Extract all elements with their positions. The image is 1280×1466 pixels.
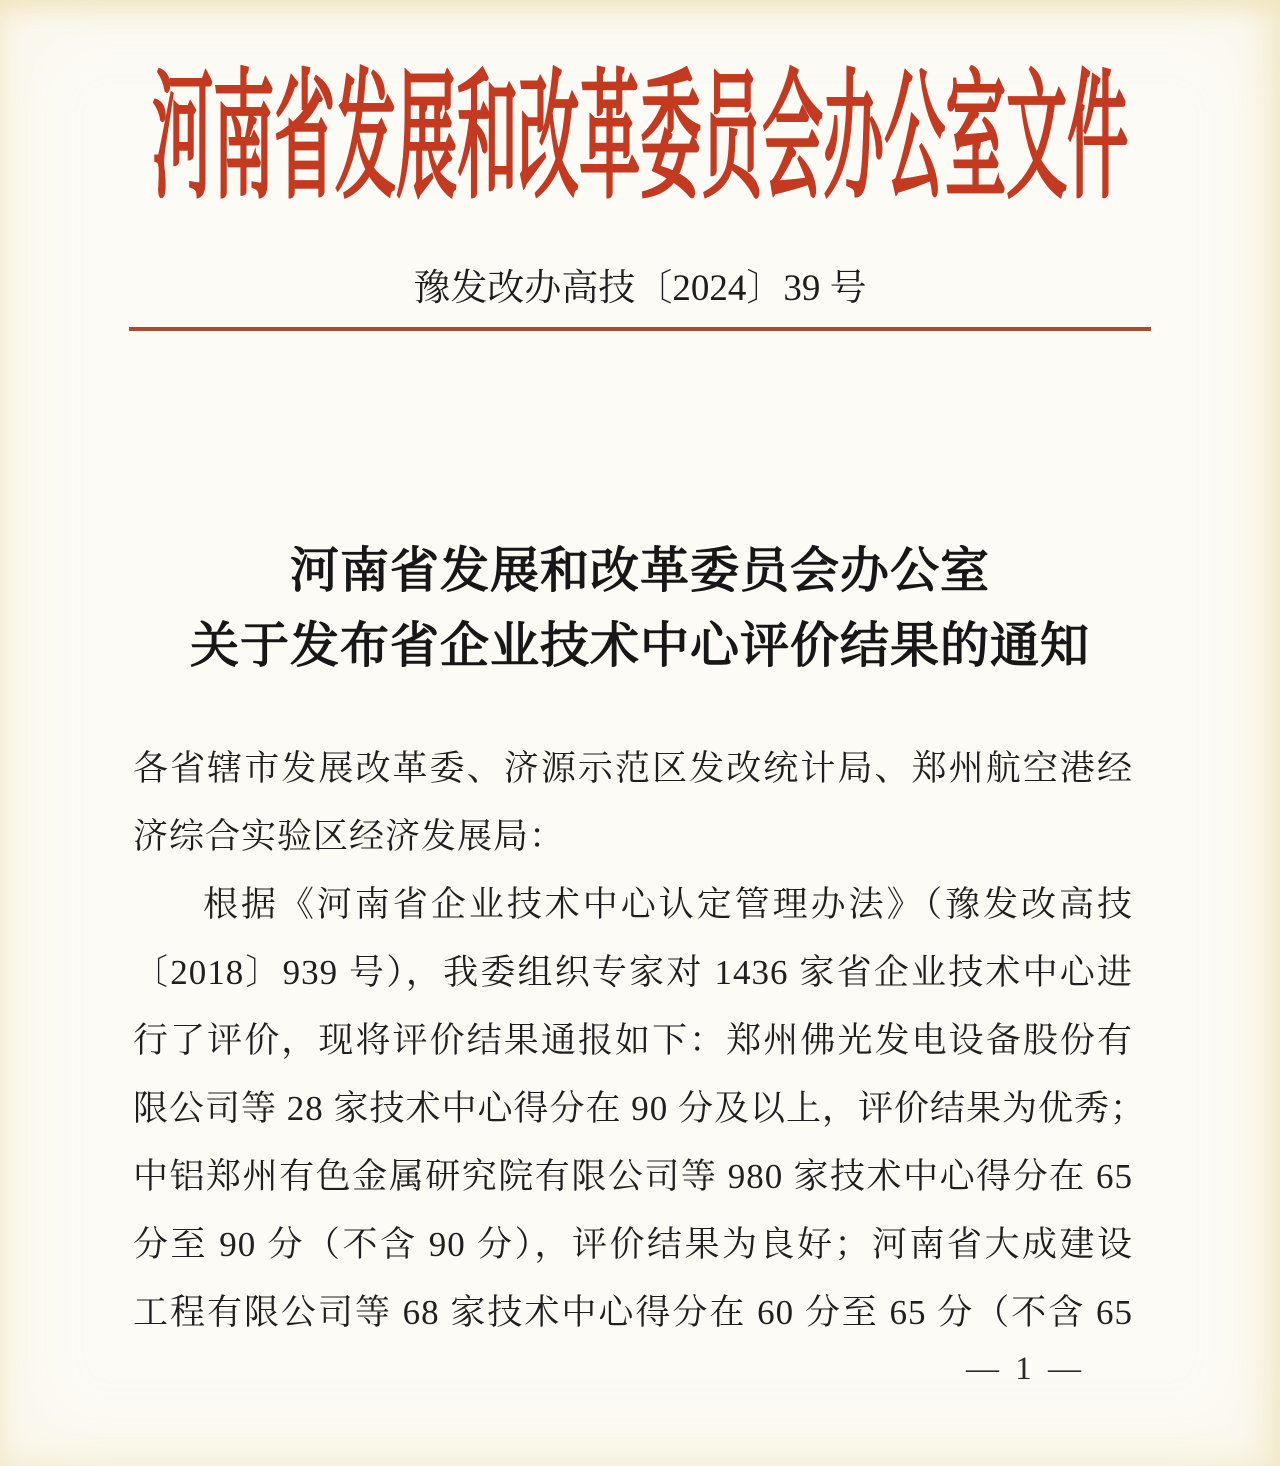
body-line-paragraph-2: 〔2018〕939 号），我委组织专家对 1436 家省企业技术中心进	[133, 953, 1133, 992]
body-line-paragraph-4: 限公司等 28 家技术中心得分在 90 分及以上，评价结果为优秀；	[133, 1089, 1147, 1128]
body-line-paragraph-1: 根据《河南省企业技术中心认定管理办法》（豫发改高技	[203, 885, 1133, 924]
body-line-paragraph-3: 行了评价，现将评价结果通报如下：郑州佛光发电设备股份有	[133, 1021, 1133, 1060]
body-line-recipients-2: 济综合实验区经济发展局：	[133, 817, 566, 856]
document-title-line-1: 河南省发展和改革委员会办公室	[289, 543, 990, 598]
body-line-paragraph-6: 分至 90 分（不含 90 分），评价结果为良好；河南省大成建设	[133, 1225, 1133, 1264]
body-line-recipients-1: 各省辖市发展改革委、济源示范区发改统计局、郑州航空港经	[133, 749, 1133, 788]
issuing-agency-banner-text: 河南省发展和改革委员会办公室文件	[152, 60, 1128, 216]
document-title-line-2: 关于发布省企业技术中心评价结果的通知	[189, 618, 1090, 673]
page-number: — 1 —	[966, 1351, 1085, 1387]
body-line-paragraph-7: 工程有限公司等 68 家技术中心得分在 60 分至 65 分（不含 65	[133, 1293, 1133, 1332]
document-reference-number: 豫发改办高技〔2024〕39 号	[413, 268, 867, 309]
document-title	[0, 533, 1280, 683]
red-separator-line	[129, 327, 1151, 331]
body-line-paragraph-5: 中铝郑州有色金属研究院有限公司等 980 家技术中心得分在 65	[133, 1157, 1133, 1196]
document-body	[133, 735, 1147, 1347]
red-header-banner	[0, 55, 1280, 216]
